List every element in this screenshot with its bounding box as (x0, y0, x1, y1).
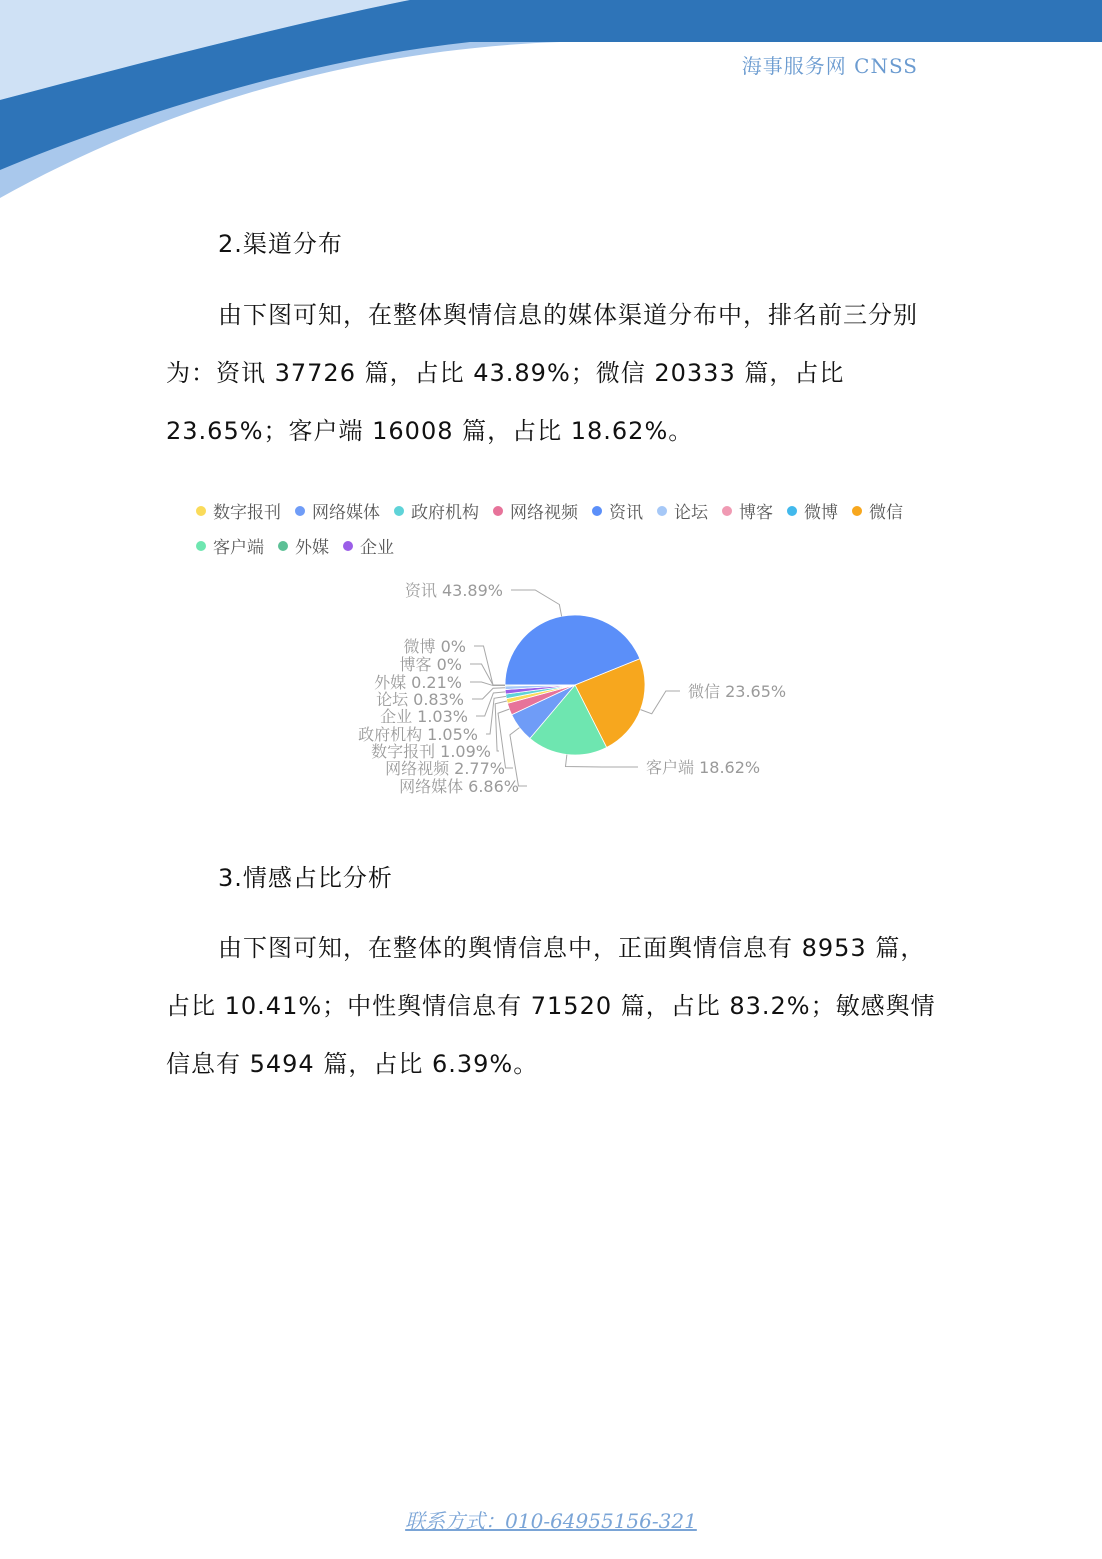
legend-row (196, 493, 976, 528)
legend-dot-icon (657, 506, 667, 516)
legend-label: 网络媒体 (312, 503, 380, 523)
legend-item[interactable] (196, 533, 264, 558)
pie-slice-label: 网络视频 2.77% (385, 759, 505, 778)
legend-item[interactable] (592, 498, 643, 523)
channel-pie-chart (0, 570, 1102, 810)
legend-item[interactable] (722, 498, 773, 523)
site-name: 海事服务网 CNSS (741, 54, 918, 78)
legend-item[interactable] (787, 498, 838, 523)
legend-dot-icon (196, 506, 206, 516)
chart-legend (196, 493, 976, 563)
header-decoration (0, 0, 1102, 210)
pie-slice-label: 微信 23.65% (688, 682, 787, 701)
legend-dot-icon (722, 506, 732, 516)
legend-label: 微博 (804, 503, 838, 523)
sentiment-paragraph (166, 919, 946, 1093)
sentiment-paragraph-text: 由下图可知，在整体的舆情信息中，正面舆情信息有 8953 篇，占比 10.41%；中性舆情信息有 71520 篇，占比 83.2%；敏感舆情信息有 5494 篇，占比 6.39%。 (166, 934, 936, 1078)
section-heading-channel: 2.渠道分布 (218, 230, 343, 258)
pie-slice-label: 数字报刊 1.09% (371, 742, 491, 761)
pie-slice-label: 客户端 18.62% (646, 758, 761, 777)
legend-dot-icon (278, 541, 288, 551)
legend-dot-icon (196, 541, 206, 551)
legend-item[interactable] (394, 498, 479, 523)
pie-label-line (495, 701, 507, 751)
channel-paragraph (166, 286, 946, 460)
legend-item[interactable] (295, 498, 380, 523)
channel-paragraph-text: 由下图可知，在整体舆情信息的媒体渠道分布中，排名前三分别为：资讯 37726 篇，占比 43.89%；微信 20333 篇，占比 23.65%；客户端 16008 篇，占比 18.62%。 (166, 301, 918, 445)
legend-label: 数字报刊 (213, 503, 281, 523)
legend-item[interactable] (852, 498, 903, 523)
legend-item[interactable] (196, 498, 281, 523)
pie-label-line (641, 691, 680, 714)
legend-item[interactable] (278, 533, 329, 558)
pie-slice-label: 博客 0% (399, 655, 462, 674)
legend-item[interactable] (493, 498, 578, 523)
pie-label-line (511, 590, 562, 616)
pie-slice-label: 政府机构 1.05% (358, 725, 478, 744)
pie-slice-label: 网络媒体 6.86% (399, 777, 519, 796)
pie-slice-label: 微博 0% (403, 637, 466, 656)
legend-dot-icon (394, 506, 404, 516)
legend-label: 博客 (739, 503, 773, 523)
legend-dot-icon (493, 506, 503, 516)
legend-label: 政府机构 (411, 503, 479, 523)
legend-label: 网络视频 (510, 503, 578, 523)
legend-item[interactable] (657, 498, 708, 523)
legend-label: 论坛 (674, 503, 708, 523)
legend-label: 微信 (869, 503, 903, 523)
legend-row (196, 528, 976, 563)
legend-dot-icon (592, 506, 602, 516)
legend-label: 企业 (360, 538, 394, 558)
legend-dot-icon (787, 506, 797, 516)
legend-dot-icon (343, 541, 353, 551)
pie-slice-label: 论坛 0.83% (376, 690, 464, 709)
legend-label: 外媒 (295, 538, 329, 558)
legend-item[interactable] (343, 533, 394, 558)
section-heading-sentiment: 3.情感占比分析 (218, 864, 393, 892)
pie-slice-label: 企业 1.03% (380, 707, 468, 726)
footer-contact[interactable]: 联系方式：010-64955156-321 (405, 1509, 697, 1533)
pie-slice-label: 资讯 43.89% (404, 581, 503, 600)
legend-dot-icon (852, 506, 862, 516)
legend-label: 客户端 (213, 538, 264, 558)
pie-slice-label: 外媒 0.21% (374, 673, 462, 692)
pie-label-line (565, 755, 638, 767)
legend-label: 资讯 (609, 503, 643, 523)
legend-dot-icon (295, 506, 305, 516)
